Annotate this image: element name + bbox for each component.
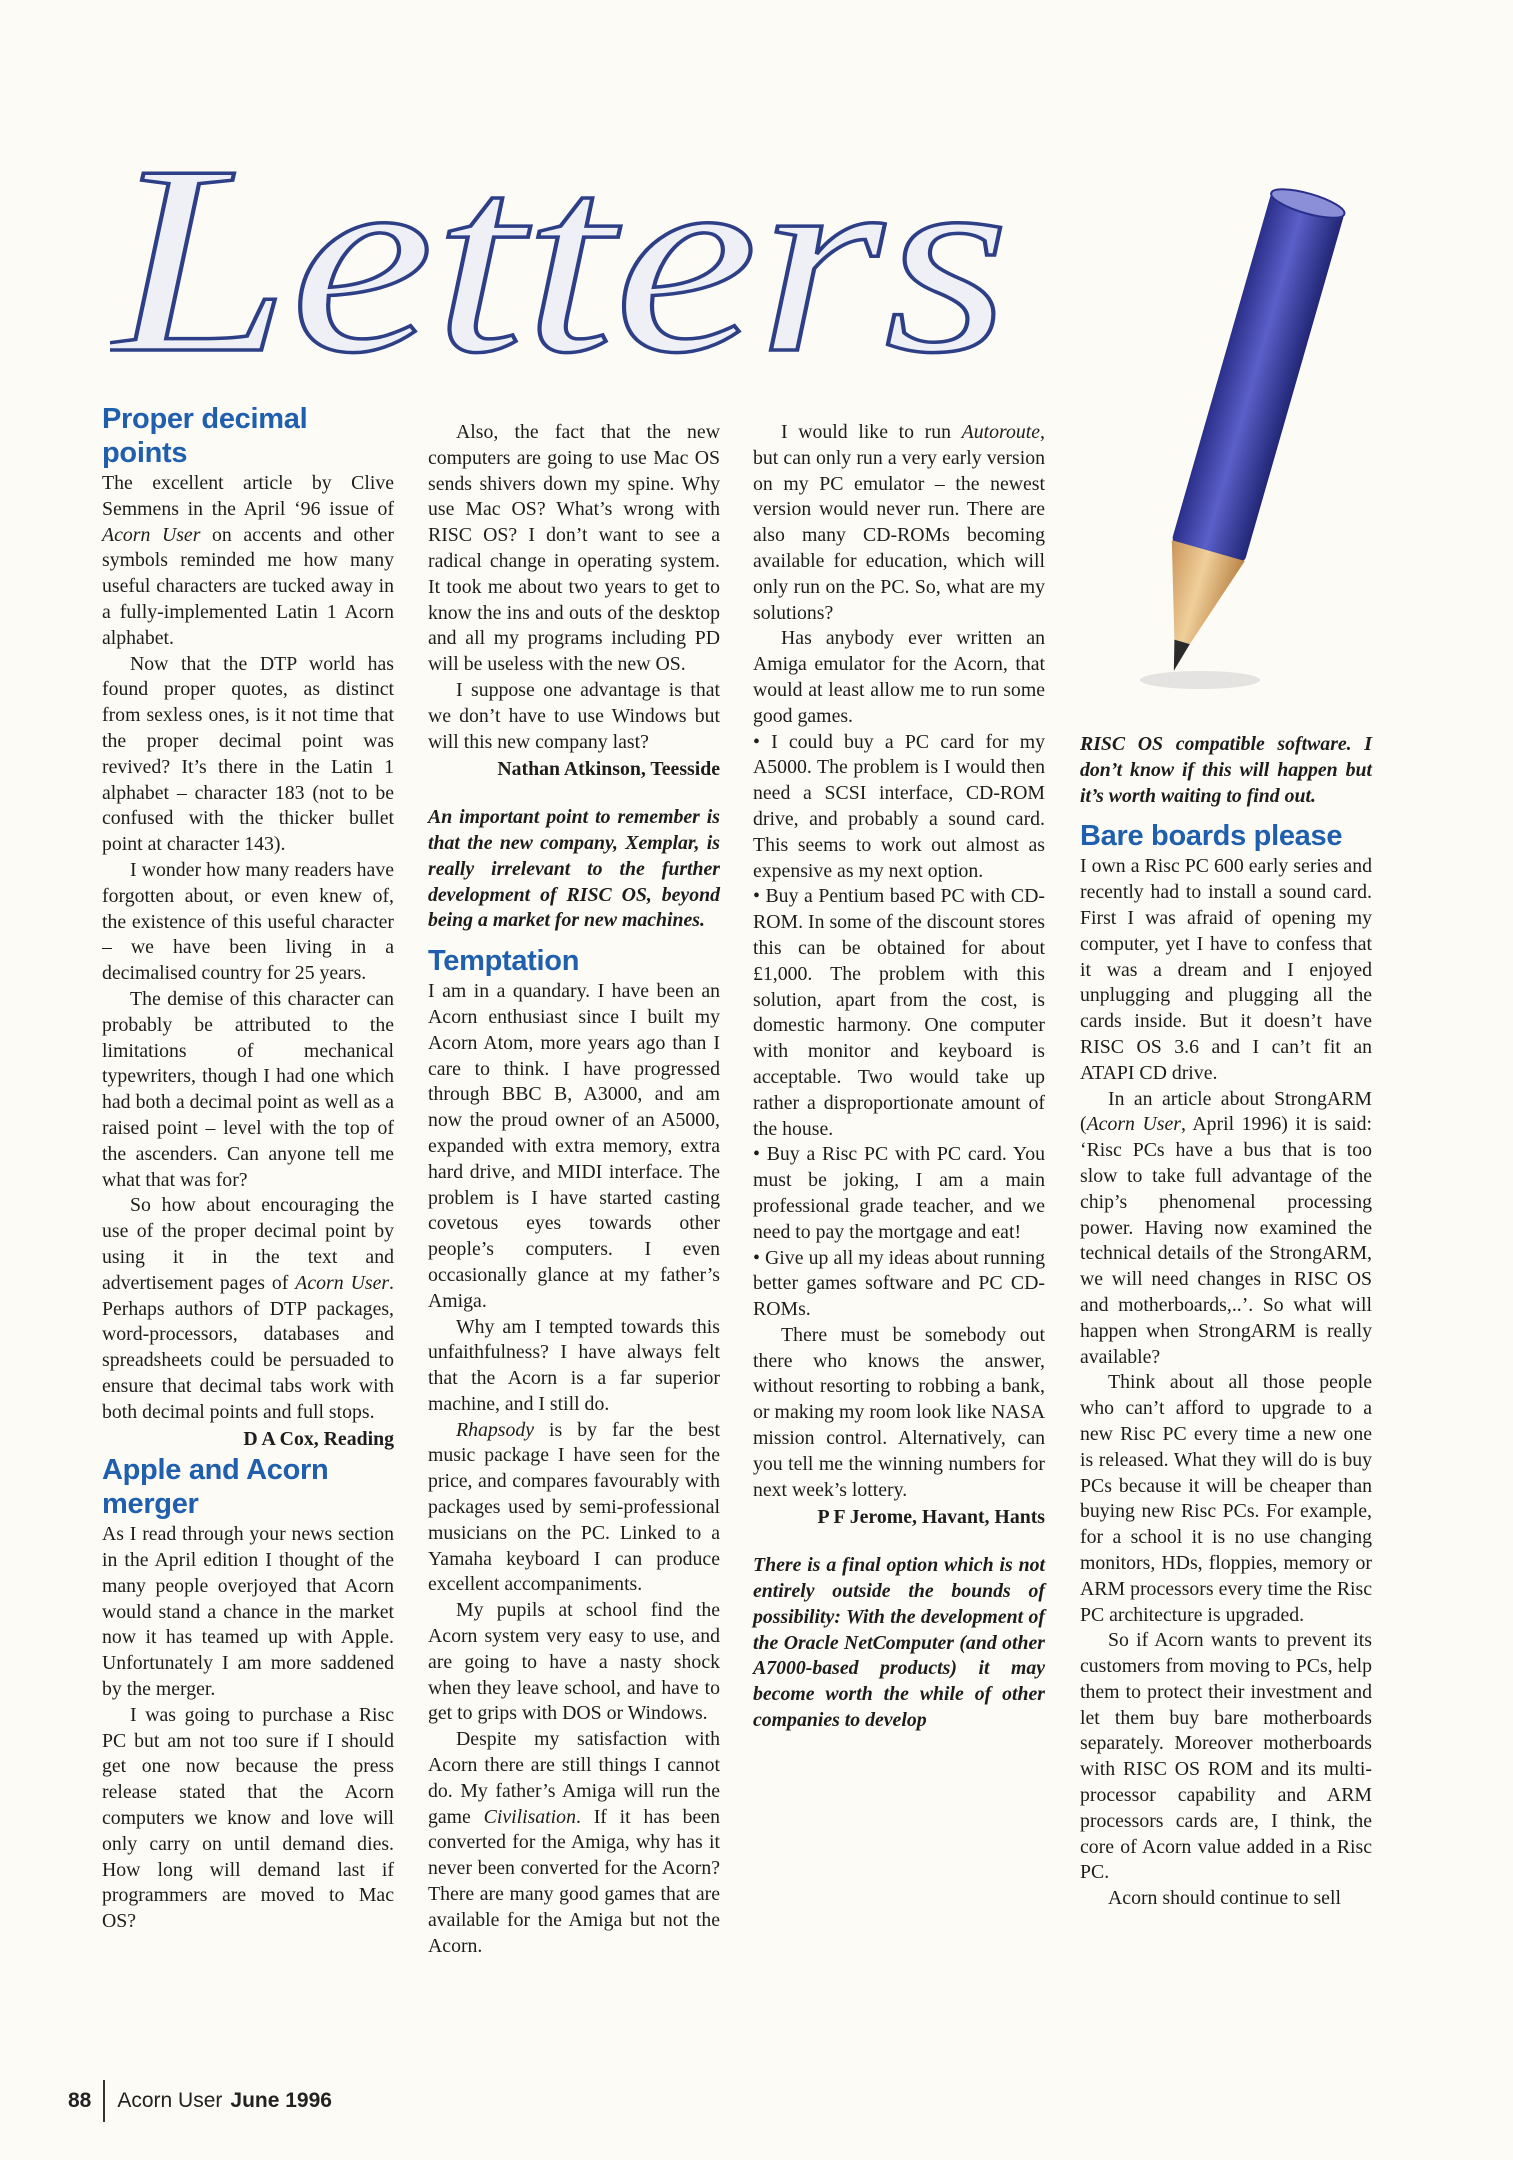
bullet-item: • Buy a Risc PC with PC card. You must be joking, I am a main professional grade teacher, and we need to pay the mortgage and eat!	[753, 1143, 1045, 1243]
letter-heading-temptation: Temptation	[428, 945, 580, 978]
paragraph: I was going to purchase a Risc PC but am not too sure if I should get one now because the press release stated that the Acorn computers we know and love will only carry on until demand dies. How long will demand last if programmers are moved to Mac OS?	[102, 1703, 394, 1933]
paragraph: I own a Risc PC 600 early series and recently had to install a sound card. First I was afraid of opening my computer, yet I have to confess that it was a dream and I enjoyed unplugging and plugging all the cards inside. But it doesn’t have RISC OS 3.6 and I can’t fit an ATAPI CD drive.	[1080, 855, 1372, 1084]
letter-signature: P F Jerome, Havant, Hants	[817, 1506, 1045, 1529]
paragraph: My pupils at school find the Acorn system very easy to use, and are going to have a nasty shock when they leave school, and have to get to grips with DOS or Windows.	[428, 1599, 720, 1725]
editor-reply: There is a final option which is not entirely outside the bounds of possibility: With the development of the Oracle NetComputer (and other A7000-based products) it may become worth the while of other companies to develop	[753, 1554, 1045, 1732]
column-2	[428, 420, 720, 1959]
column-1	[102, 402, 394, 1935]
paragraph: So how about encouraging the use of the proper decimal point by using it in the text and advertisement pages of Acorn User. Perhaps authors of DTP packages, word-processors, databases and spreadsheets could be persuaded to ensure that decimal tabs work with both decimal points and full stops.	[102, 1194, 394, 1423]
column-3	[753, 420, 1045, 1734]
issue-date: June 1996	[230, 2089, 332, 2112]
paragraph: Acorn should continue to sell	[1108, 1887, 1341, 1910]
magazine-name: Acorn User	[117, 2089, 223, 2112]
paragraph: Has anybody ever written an Amiga emulator for the Acorn, that would at least allow me to run some good games.	[753, 627, 1045, 727]
masthead-title-graphic	[110, 140, 1030, 380]
paragraph: The demise of this character can probably be attributed to the limitations of mechanical typewriters, though I had one which had both a decimal point as well as a raised point – level with the top of the ascenders. Can anyone tell me what that was for?	[102, 987, 394, 1191]
column-4	[1080, 732, 1372, 1912]
paragraph: I wonder how many readers have forgotten about, or even knew of, the existence of this useful character – we have been living in a decimalised country for 25 years.	[102, 858, 394, 985]
letter-heading-merger: Apple and Acorn merger	[102, 1454, 329, 1521]
footer-divider	[103, 2080, 105, 2122]
paragraph: In an article about StrongARM (Acorn User, April 1996) it is said: ‘Risc PCs have a bus that is too slow to take full advantage of the chip’s phenomenal processing power. Having now examined the technical details of the StrongARM, we will need changes in RISC OS and motherboards,..’. So what will happen when StrongARM is really available?	[1080, 1087, 1373, 1368]
pencil-illustration	[1090, 180, 1390, 710]
paragraph: The excellent article by Clive Semmens in the April ‘96 issue of Acorn User on accents and other symbols reminded me how many useful characters are tucked away in a fully-implemented Latin 1 Acorn alphabet.	[102, 472, 394, 649]
letter-signature: D A Cox, Reading	[243, 1428, 394, 1451]
page-number: 88	[68, 2089, 92, 2112]
paragraph: I am in a quandary. I have been an Acorn enthusiast since I built my Acorn Atom, more years ago than I care to think. I have progressed through BBC B, A3000, and am now the proud owner of an A5000, expanded with extra memory, extra hard drive, and MIDI interface. The problem is I have started casting covetous eyes towards other people’s computers. I even occasionally glance at my father’s Amiga.	[428, 980, 720, 1312]
paragraph: As I read through your news section in the April edition I thought of the many people overjoyed that Acorn would stand a chance in the market now it has teamed up with Apple. Unfortunately I am more saddened by the merger.	[102, 1523, 394, 1701]
masthead-title: Letters	[110, 140, 1010, 380]
page-footer	[68, 2080, 332, 2122]
letter-heading-decimal: Proper decimal points	[102, 403, 308, 469]
masthead	[110, 140, 1030, 380]
bullet-item: • Give up all my ideas about running better games software and PC CD-ROMs.	[753, 1246, 1045, 1321]
paragraph: Why am I tempted towards this unfaithfulness? I have always felt that the Acorn is a far superior machine, and I still do.	[428, 1315, 720, 1415]
paragraph: Now that the DTP world has found proper quotes, as distinct from sexless ones, is it not time that the proper decimal point was revived? It’s there in the Latin 1 alphabet – character 183 (not to be confused with the thicker bullet point at character 143).	[102, 652, 394, 856]
paragraph: There must be somebody out there who knows the answer, without resorting to robbing a bank, or making my room look like NASA mission control. Alternatively, can you tell me the winning numbers for next week’s lottery.	[753, 1323, 1045, 1501]
editor-reply-continued: RISC OS compatible software. I don’t know if this will happen but it’s worth waiting to find out.	[1080, 733, 1372, 807]
paragraph: Rhapsody is by far the best music package I have seen for the price, and compares favourably with packages used by semi-professional musicians on the PC. Linked to a Yamaha keyboard I can produce excellent accompaniments.	[428, 1418, 720, 1596]
paragraph: I suppose one advantage is that we don’t have to use Windows but will this new company last?	[428, 678, 720, 753]
paragraph: Despite my satisfaction with Acorn there are still things I cannot do. My father’s Amiga will run the game Civilisation. If it has been converted for the Amiga, why has it never been converted for the Acorn? There are many good games that are available for the Amiga but not the Acorn.	[428, 1728, 720, 1957]
paragraph: So if Acorn wants to prevent its customers from moving to PCs, help them to protect their investment and let them buy bare motherboards separately. Moreover motherboards with RISC OS ROM and its multi-processor capability and ARM processors cards are, I think, the core of Acorn value added in a Risc PC.	[1080, 1629, 1372, 1884]
paragraph: Also, the fact that the new computers are going to use Mac OS sends shivers down my spine. Why use Mac OS? What’s wrong with RISC OS? I don’t want to see a radical change in operating system. It took me about two years to get to know the ins and outs of the desktop and all my programs including PD will be useless with the new OS.	[428, 421, 720, 676]
paragraph: I would like to run Autoroute, but can only run a very early version on my PC emulator – the newest version would never run. There are also many CD-ROMs becoming available for education, which will only run on the PC. So, what are my solutions?	[753, 421, 1045, 624]
letter-heading-bare-boards: Bare boards please	[1080, 820, 1343, 853]
letter-signature: Nathan Atkinson, Teesside	[497, 758, 720, 781]
bullet-item: • Buy a Pentium based PC with CD-ROM. In some of the discount stores this can be obtained for about £1,000. The problem with this solution, apart from the cost, is domestic harmony. One computer with monitor and keyboard is acceptable. Two would take up rather a disproportionate amount of the house.	[753, 885, 1045, 1140]
paragraph: Think about all those people who can’t afford to upgrade to a new Risc PC every time a new one is released. What they will do is buy PCs because it will be cheaper than buying new Risc PCs. For example, for a school it is no use changing monitors, HDs, floppies, memory or ARM processors every time the Risc PC architecture is upgraded.	[1080, 1371, 1372, 1626]
bullet-item: • I could buy a PC card for my A5000. The problem is I would then need a SCSI interface, CD-ROM drive, and probably a sound card. This seems to work out almost as expensive as my next option.	[753, 730, 1045, 882]
editor-reply: An important point to remember is that the new company, Xemplar, is really irrelevant to the further development of RISC OS, beyond being a market for new machines.	[428, 806, 720, 932]
